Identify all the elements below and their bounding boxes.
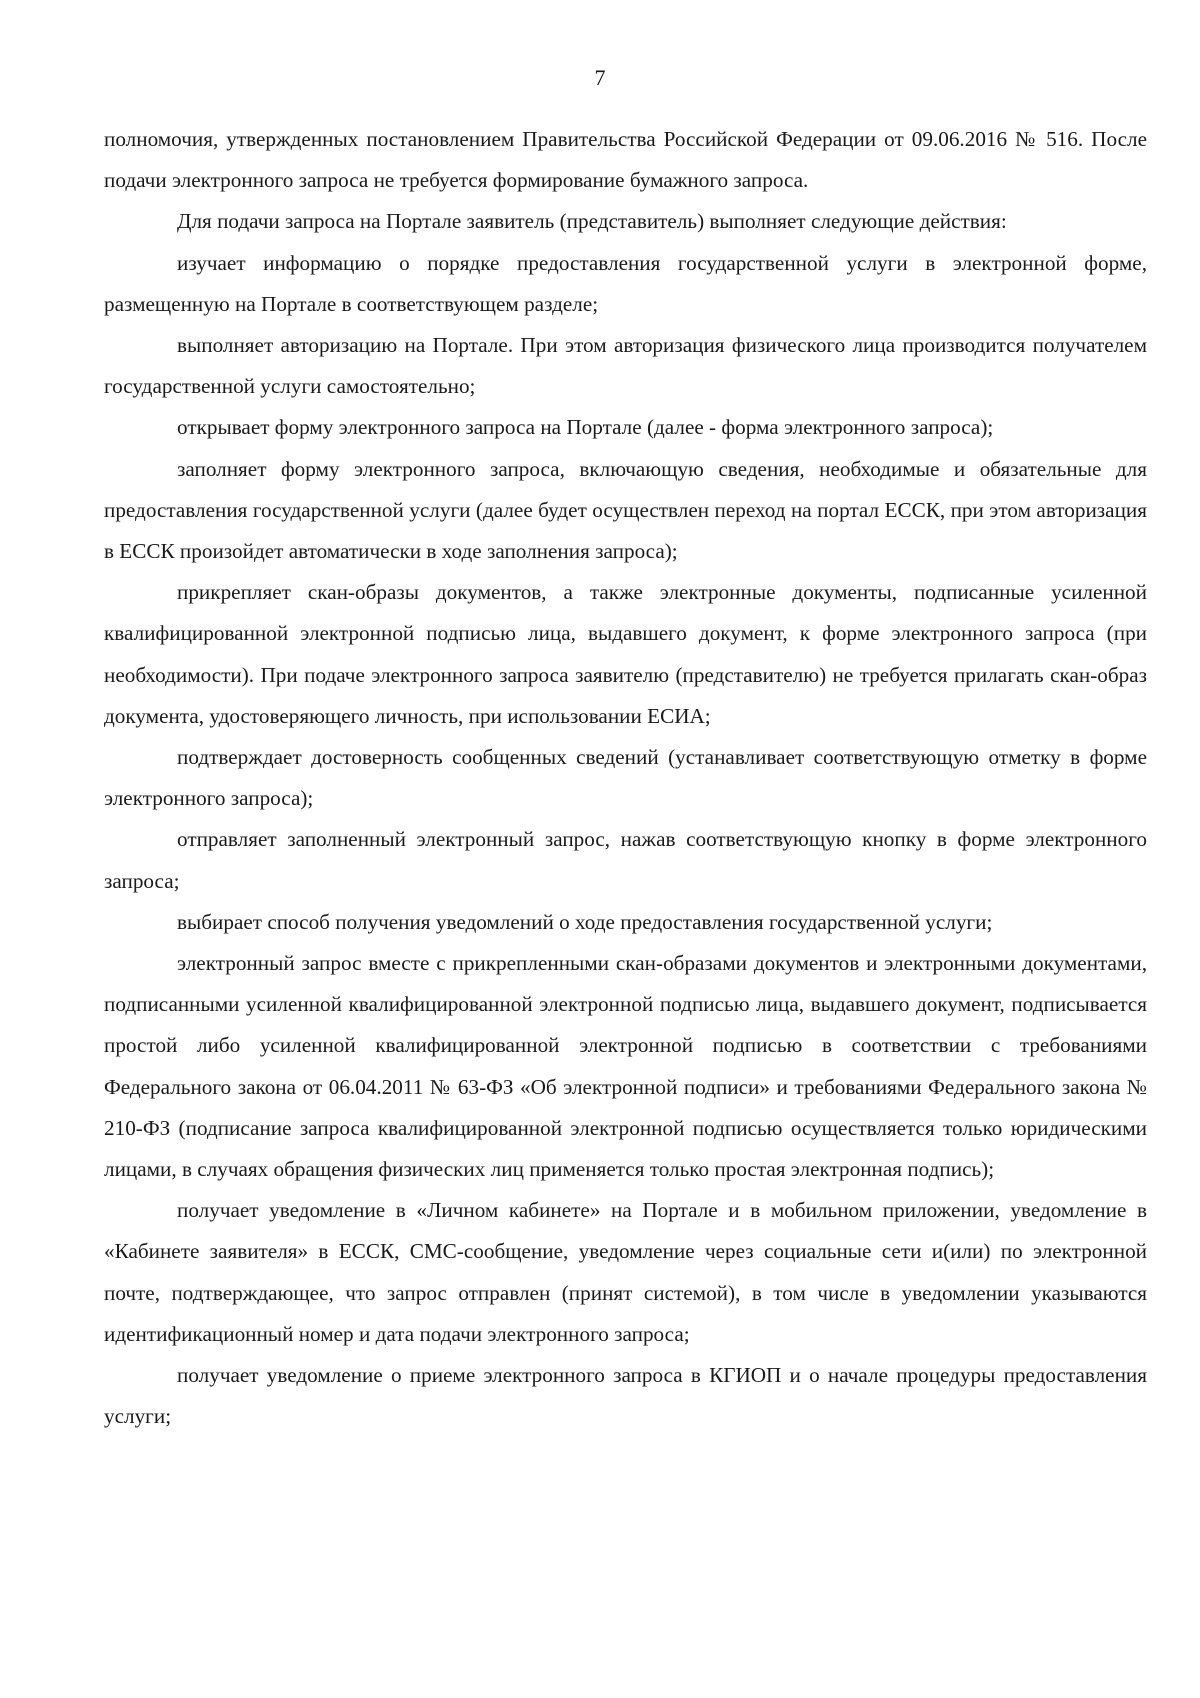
paragraph-step-authorization: выполняет авторизацию на Портале. При этом авторизация физического лица производится получателем государственной услуги самостоятельно;: [104, 333, 1147, 399]
paragraph-step-study-info: изучает информацию о порядке предоставления государственной услуги в электронной форме, размещенную на Портале в соответствующем разделе;: [104, 250, 1147, 316]
paragraph-signature-requirements: электронный запрос вместе с прикрепленными скан-образами документов и электронными документами, подписанными усиленной квалифицированной электронной подписью лица, выдавшего документ, подписывается простой либо усиленной квалифицированной электронной подписью в соответствии с требованиями Федерального закона от 06.04.2011 № 63-ФЗ «Об электронной подписи» и требованиями Федерального закона № 210-ФЗ (подписание запроса квалифицированной электронной подписью осуществляется только юридическими лицами, в случаях обращения физических лиц применяется только простая электронная подпись);: [104, 951, 1147, 1182]
paragraph-step-choose-notifications: выбирает способ получения уведомлений о ходе предоставления государственной услуги;: [177, 909, 993, 934]
paragraph-step-fill-form: заполняет форму электронного запроса, включающую сведения, необходимые и обязательные для предоставления государственной услуги (далее будет осуществлен переход на портал ЕССК, при этом авторизация в ЕССК произойдет автоматически в ходе заполнения запроса);: [104, 456, 1147, 564]
paragraph-step-attach-documents: прикрепляет скан-образы документов, а также электронные документы, подписанные усиленной квалифицированной электронной подписью лица, выдавшего документ, к форме электронного запроса (при необходимости). При подаче электронного запроса заявителю (представителю) не требуется прилагать скан-образ документа, удостоверяющего личность, при использовании ЕСИА;: [104, 580, 1147, 728]
paragraph-receive-acceptance: получает уведомление о приеме электронного запроса в КГИОП и о начале процедуры предоставления услуги;: [104, 1363, 1147, 1429]
page-number: 7: [594, 65, 606, 90]
paragraph-continuation: полномочия, утвержденных постановлением Правительства Российской Федерации от 09.06.2016 № 516. После подачи электронного запроса не требуется формирование бумажного запроса.: [104, 127, 1147, 193]
paragraph-step-send-request: отправляет заполненный электронный запрос, нажав соответствующую кнопку в форме электронного запроса;: [104, 827, 1147, 893]
paragraph-portal-steps-intro: Для подачи запроса на Портале заявитель (представитель) выполняет следующие действия:: [177, 209, 1007, 234]
paragraph-step-open-form: открывает форму электронного запроса на Портале (далее - форма электронного запроса);: [177, 415, 994, 440]
document-body: [104, 119, 1147, 1438]
paragraph-step-confirm-accuracy: подтверждает достоверность сообщенных сведений (устанавливает соответствующую отметку в форме электронного запроса);: [104, 745, 1147, 811]
paragraph-receive-notification: получает уведомление в «Личном кабинете» на Портале и в мобильном приложении, уведомление в «Кабинете заявителя» в ЕССК, СМС-сообщение, уведомление через социальные сети и(или) по электронной почте, подтверждающее, что запрос отправлен (принят системой), в том числе в уведомлении указываются идентификационный номер и дата подачи электронного запроса;: [104, 1198, 1147, 1346]
